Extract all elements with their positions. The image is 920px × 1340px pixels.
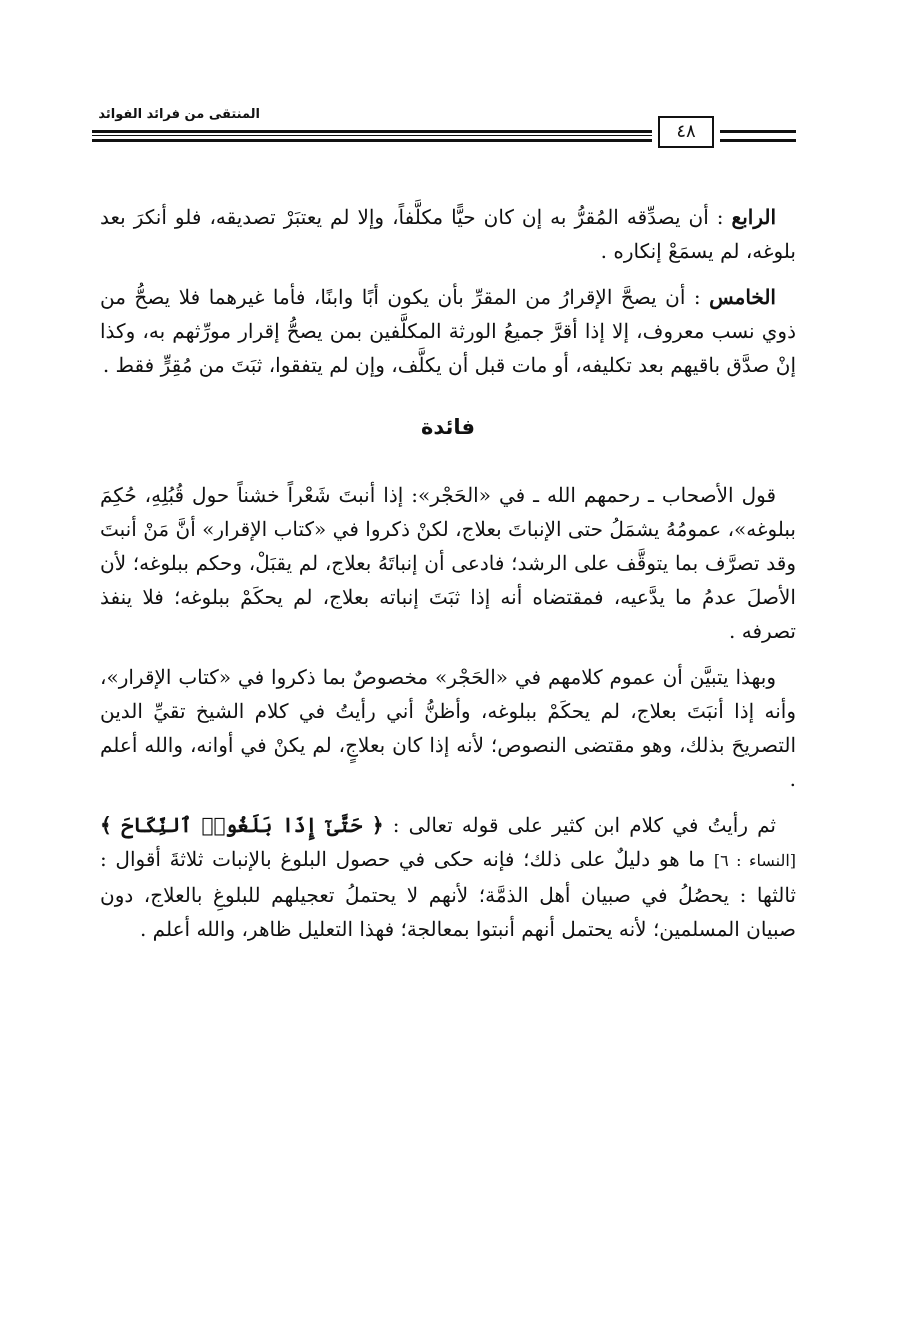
page-number: ٤٨ — [658, 116, 714, 148]
paragraph-text: : أن يصدِّقه المُقرُّ به إن كان حيًّا مكلَّفاً، وإلا لم يعتبَرْ تصديقه، فلو أنكرَ بعد بلوغه، لم يسمَعْ إنكاره . — [100, 205, 796, 263]
book-title: المنتقى من فرائد الفوائد — [98, 107, 260, 122]
paragraph-text: ما هو دليلٌ على ذلك؛ فإنه حكى في حصول البلوغ بالإنبات ثلاثةَ أقوال : ثالثها : يحصُلُ في صبيان أهل الذمَّة؛ لأنهم لا يحتملُ تعجيلهم للبلوغِ بالعلاج، دون صبيان المسلمين؛ لأنه يحتمل أنهم أنبتوا بمعالجة؛ فهذا التعليل ظاهر، والله أعلم . — [100, 847, 796, 941]
section-paragraph: قول الأصحاب ـ رحمهم الله ـ في «الحَجْر»: إذا أنبتَ شَعْراً خشناً حول قُبُلِهِ، حُكِمَ ببلوغه»، عمومُهُ يشمَلُ حتى الإنباتَ بعلاج، لكنْ ذكروا في «كتاب الإقرار» أنَّ مَنْ أنبتَ وقد تصرَّف بما يتوقَّف على الرشد؛ فادعى أن إنباتَهُ بعلاج، لم يقبَلْ، وحكم ببلوغه؛ لأن الأصلَ عدمُ ما يدَّعيه، فمقتضاه أنه إذا ثبَتَ إنباته بعلاج، لم يحكَمْ ببلوغه؛ فلا ينفذ تصرفه . — [100, 483, 796, 643]
running-header — [92, 100, 796, 158]
quran-verse: ﴿ حَتَّىٰٓ إِذَا بَلَغُوا۟ ٱلنِّكَاحَ ﴾ — [100, 813, 384, 837]
paragraph-text: ثم رأيتُ في كلام ابن كثير على قوله تعالى : — [383, 813, 776, 837]
paragraph-fourth-condition — [100, 200, 796, 268]
header-rule-right — [720, 130, 796, 142]
paragraph-lead: الخامس — [709, 285, 776, 309]
page-body — [100, 200, 796, 958]
verse-reference: [النساء : ٦] — [713, 851, 797, 870]
paragraph-lead: الرابع — [731, 205, 776, 229]
paragraph-fifth-condition — [100, 280, 796, 382]
section-heading: فائدة — [420, 415, 476, 439]
section-paragraph-last — [100, 808, 796, 946]
header-rule-left — [92, 130, 652, 142]
section-paragraph: وبهذا يتبيَّن أن عموم كلامهم في «الحَجْر» مخصوصٌ بما ذكروا في «كتاب الإقرار»، وأنه إذا أنبَتَ بعلاج، لم يحكَمْ ببلوغه، وأظنُّ أني رأيتُ في كلام الشيخ تقيِّ الدين التصريحَ بذلك، وهو مقتضى النصوص؛ لأنه إذا كان بعلاجٍ، لم يكنْ في أوانه، والله أعلم . — [100, 665, 796, 791]
paragraph-text: : أن يصحَّ الإقرارُ من المقرِّ بأن يكون أبًا وابنًا، فأما غيرهما فلا يصحُّ من ذوي نسب معروف، إلا إذا أقرَّ جميعُ الورثة المكلَّفين بمن يصحُّ إقرار مورِّثهم به، وكذا إنْ صدَّق باقيهم بعد تكليفه، أو مات قبل أن يكلَّف، وإن لم يتفقوا، ثبَتَ من مُقِرٍّ فقط . — [100, 285, 796, 377]
